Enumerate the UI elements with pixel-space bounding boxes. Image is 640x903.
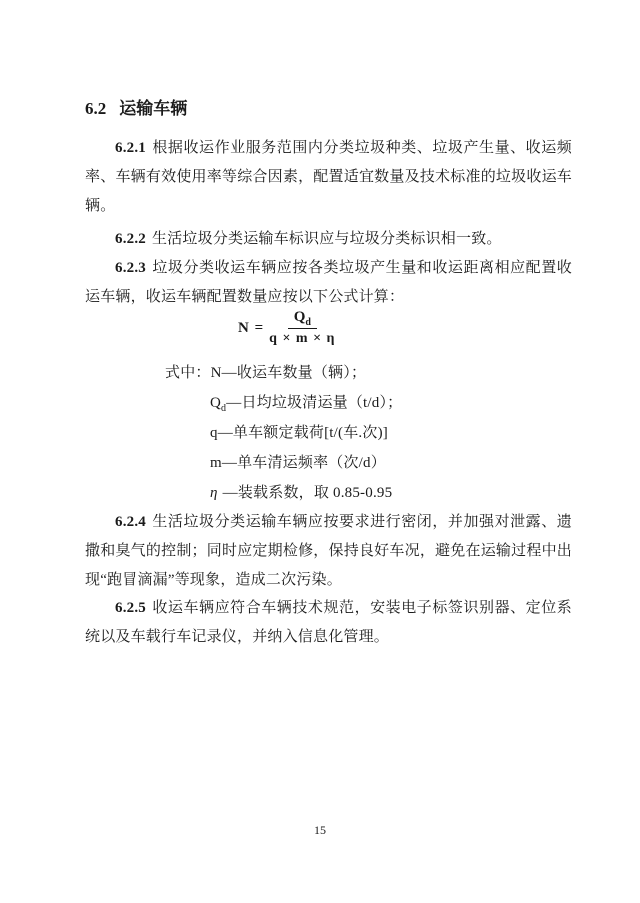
fraction-numerator: $Q_d$: [288, 309, 317, 329]
clause-6-2-1: [85, 134, 572, 220]
clause-number: 6.2.1: [115, 140, 146, 156]
clause-6-2-5: [85, 594, 572, 652]
clause-number: 6.2.5: [115, 600, 146, 616]
clause-text: 垃圾分类收运车辆应按各类垃圾产生量和收运距离相应配置收运车辆，收运车辆配置数量应按以下公式计算：: [85, 260, 572, 305]
clause-text: 根据收运作业服务范围内分类垃圾种类、垃圾产生量、收运频率、车辆有效使用率等综合因素，配置适宜数量及技术标准的垃圾收运车辆。: [85, 140, 572, 214]
formula-lhs: [238, 320, 264, 337]
fraction-denominator: q × m × η: [269, 331, 336, 346]
legend-desc: —装载系数，取 0.85-0.95: [222, 485, 393, 501]
legend-item-Qd: [165, 388, 402, 418]
legend-term: η: [210, 485, 218, 501]
clause-text: 收运车辆应符合车辆技术规范，安装电子标签识别器、定位系统以及车载行车记录仪，并纳入信息化管理。: [85, 600, 572, 645]
formula-variable: N: [238, 319, 250, 336]
legend-prefix: 式中：: [165, 365, 211, 381]
numerator-subscript: d: [305, 317, 311, 328]
legend-item-N: [165, 358, 402, 388]
legend-term: $Q_d$: [210, 395, 227, 414]
formula-legend: [165, 358, 402, 508]
legend-desc: —日均垃圾清运量（t/d）；: [226, 395, 403, 411]
legend-item-eta: [165, 478, 402, 508]
page-number: 15: [314, 823, 326, 837]
section-heading-title: 运输车辆: [119, 99, 188, 118]
clause-number: 6.2.2: [115, 231, 146, 247]
equals-sign: =: [254, 319, 265, 336]
legend-item-q: [165, 418, 402, 448]
legend-desc: —单车额定载荷[t/(车.次)]: [217, 425, 388, 441]
section-heading: [85, 94, 187, 123]
legend-desc: —收运车数量（辆）；: [221, 365, 367, 381]
clause-number: 6.2.3: [115, 260, 146, 276]
legend-item-m: [165, 448, 402, 478]
clause-number: 6.2.4: [115, 514, 146, 530]
clause-6-2-4: [85, 508, 572, 594]
legend-term: q: [210, 425, 218, 441]
clause-text: 生活垃圾分类运输车辆应按要求进行密闭，并加强对泄露、遗撒和臭气的控制；同时应定期检修，保持良好车况，避免在运输过程中出现“跑冒滴漏”等现象，造成二次污染。: [85, 514, 572, 588]
formula-fraction: [269, 309, 335, 347]
clause-6-2-3: [85, 254, 572, 312]
legend-desc: —单车清运频率（次/d）: [221, 455, 386, 471]
vehicle-count-formula: [238, 309, 336, 347]
clause-text: 生活垃圾分类运输车标识应与垃圾分类标识相一致。: [152, 231, 502, 247]
clause-6-2-2: [85, 225, 572, 254]
legend-term-subscript: d: [221, 403, 227, 414]
section-heading-number: 6.2: [85, 99, 107, 118]
legend-term: N: [210, 365, 222, 381]
legend-term: m: [210, 455, 222, 471]
